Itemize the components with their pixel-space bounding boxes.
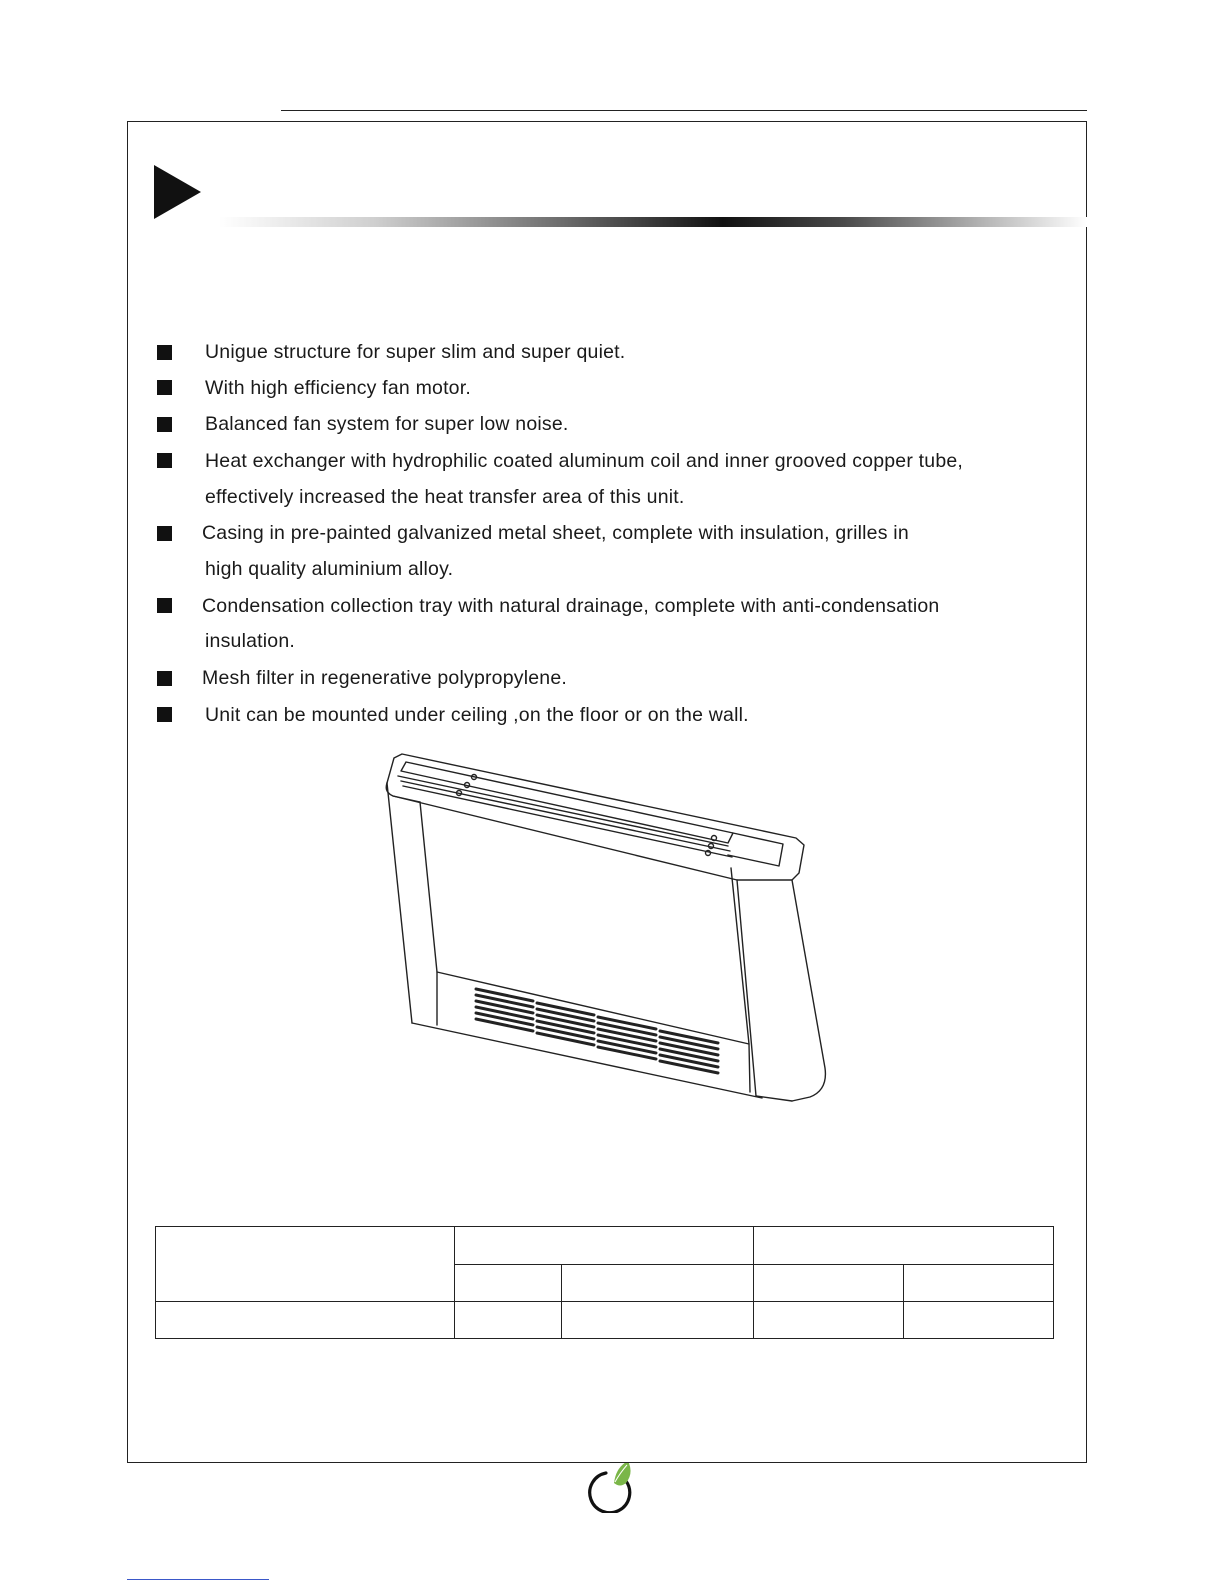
feature-1: Unigue structure for super slim and super quiet. xyxy=(205,341,626,363)
table-cell xyxy=(754,1264,904,1302)
bullet-icon xyxy=(157,453,172,468)
header-rule xyxy=(281,110,1087,111)
feature-7: Mesh filter in regenerative polypropylene. xyxy=(202,667,568,689)
feature-6-line-2: insulation. xyxy=(205,630,296,652)
table-cell xyxy=(455,1264,562,1302)
feature-4-line-1: Heat exchanger with hydrophilic coated aluminum coil and inner grooved copper tube, xyxy=(205,450,964,472)
bullet-icon xyxy=(157,417,172,432)
table-cell xyxy=(455,1302,562,1339)
table-cell xyxy=(754,1302,904,1339)
bullet-icon xyxy=(157,345,172,360)
feature-3: Balanced fan system for super low noise. xyxy=(205,413,569,435)
feature-6-line-1: Condensation collection tray with natural drainage, complete with anti-condensation xyxy=(202,595,940,617)
feature-5-line-1: Casing in pre-painted galvanized metal sheet, complete with insulation, grilles in xyxy=(202,522,909,544)
feature-5-line-2: high quality aluminium alloy. xyxy=(205,558,454,580)
bullet-icon xyxy=(157,671,172,686)
bullet-icon xyxy=(157,707,172,722)
bullet-icon xyxy=(157,526,172,541)
bullet-icon xyxy=(157,598,172,613)
section-gradient-bar xyxy=(219,217,1087,227)
leaf-circle-logo xyxy=(588,1463,638,1513)
table-cell xyxy=(156,1227,455,1302)
table-cell xyxy=(904,1264,1054,1302)
table-cell xyxy=(156,1302,455,1339)
feature-2: With high efficiency fan motor. xyxy=(205,377,471,399)
table-cell xyxy=(562,1302,754,1339)
play-triangle-icon xyxy=(154,165,201,219)
feature-4-line-2: effectively increased the heat transfer area of this unit. xyxy=(205,486,685,508)
fan-coil-unit-illustration xyxy=(380,745,840,1115)
spec-table xyxy=(155,1226,1054,1339)
feature-8: Unit can be mounted under ceiling ,on the floor or on the wall. xyxy=(205,704,749,726)
bullet-icon xyxy=(157,380,172,395)
table-cell xyxy=(904,1302,1054,1339)
table-cell xyxy=(562,1264,754,1302)
table-cell xyxy=(754,1227,1054,1265)
table-cell xyxy=(455,1227,754,1265)
bottom-link-underline xyxy=(127,1579,269,1580)
